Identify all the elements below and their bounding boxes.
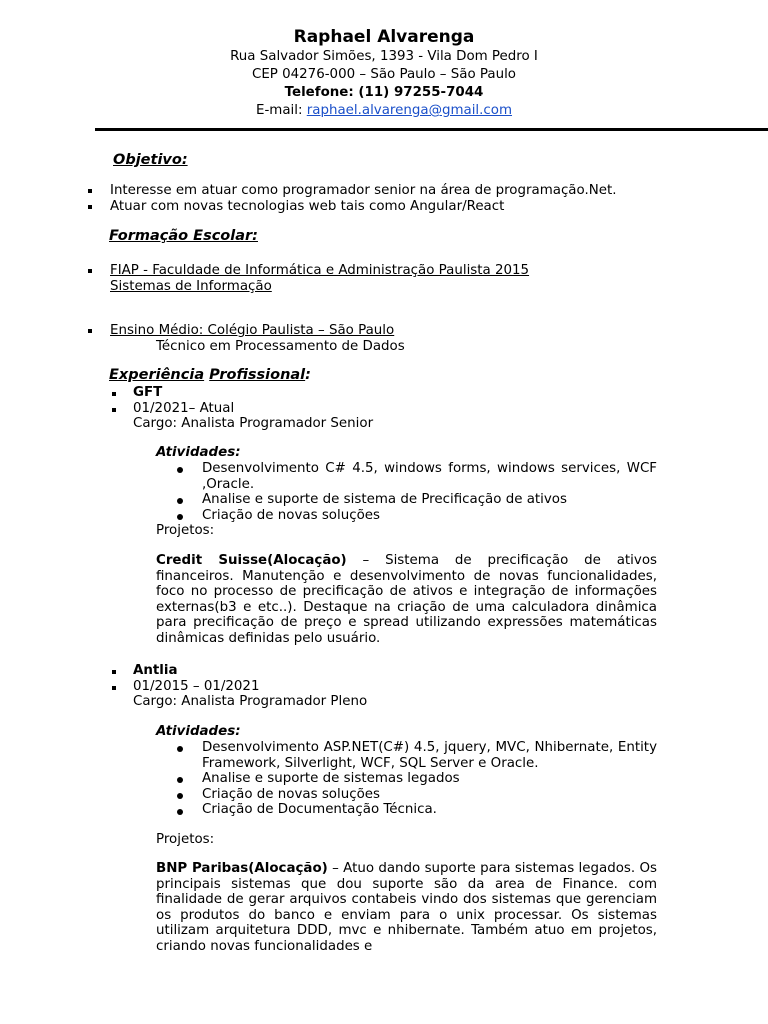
bullet-icon: [177, 809, 183, 815]
activity-item: Analise e suporte de sistema de Precificação de ativos: [202, 492, 567, 507]
activity-item: Criação de novas soluções: [202, 508, 380, 523]
bullet-icon: [88, 189, 92, 193]
bullet-icon: [112, 392, 116, 396]
bullet-icon: [177, 777, 183, 783]
job-company: Antlia: [133, 663, 178, 678]
section-title-experience: Experiência Profissional:: [109, 367, 311, 383]
bullet-icon: [88, 329, 92, 333]
bullet-icon: [88, 205, 92, 209]
objective-item: Interesse em atuar como programador senior na área de programação.Net.: [110, 183, 617, 198]
activity-item: Analise e suporte de sistemas legados: [202, 771, 460, 786]
section-title-education: Formação Escolar:: [109, 228, 258, 244]
project-description: [156, 861, 657, 954]
bullet-icon: [177, 793, 183, 799]
activity-item: Desenvolvimento C# 4.5, windows forms, windows services, WCF ,Oracle.: [202, 461, 657, 492]
education-institution: FIAP - Faculdade de Informática e Administração Paulista 2015: [110, 263, 530, 278]
candidate-name: Raphael Alvarenga: [293, 27, 475, 47]
job-period: 01/2021– Atual: [133, 401, 235, 416]
job-role: Cargo: Analista Programador Pleno: [133, 694, 368, 709]
job-company: GFT: [133, 385, 163, 400]
bullet-icon: [112, 408, 116, 412]
education-technical: Técnico em Processamento de Dados: [156, 339, 405, 354]
activities-title: Atividades:: [156, 724, 241, 739]
email-line: [0, 102, 768, 120]
education-course: Sistemas de Informação: [110, 279, 272, 294]
bullet-icon: [177, 514, 183, 520]
email-label: E-mail:: [255, 103, 307, 118]
bullet-icon: [112, 670, 116, 674]
activity-item: Desenvolvimento ASP.NET(C#) 4.5, jquery, MVC, Nhibernate, Entity Framework, Silverlight, WCF, SQL Server e Oracle.: [202, 740, 657, 771]
job-period: 01/2015 – 01/2021: [133, 679, 260, 694]
project-text: – Sistema de precificação de ativos financeiros. Manutenção e desenvolvimento de novas funcionalidades, foco no processo de precificação de ativos e integração de informações externas(b3 e etc..). Destaque na criação de uma calculadora dinâmica para precificação de preço e spread utilizando expressões matemáticas dinâmicas definidas pelo usuário.: [156, 553, 657, 646]
section-title-objective: Objetivo:: [113, 152, 188, 168]
bullet-icon: [177, 746, 183, 752]
projects-label: Projetos:: [156, 523, 215, 538]
project-description: [156, 553, 657, 646]
resume-header: [0, 26, 768, 120]
bullet-icon: [177, 498, 183, 504]
activity-item: Criação de Documentação Técnica.: [202, 802, 437, 817]
bullet-icon: [177, 467, 183, 473]
project-name: BNP Paribas(Alocação): [156, 861, 328, 876]
project-name: Credit Suisse(Alocação): [156, 553, 347, 568]
phone: Telefone: (11) 97255-7044: [284, 85, 484, 100]
objective-item: Atuar com novas tecnologias web tais como Angular/React: [110, 199, 505, 214]
projects-label: Projetos:: [156, 832, 215, 847]
email-link[interactable]: raphael.alvarenga@gmail.com: [306, 103, 513, 118]
bullet-icon: [88, 269, 92, 273]
project-text: – Atuo dando suporte para sistemas legados. Os principais sistemas que dou suporte são da area de Finance. com finalidade de gerar arquivos contabeis vindo dos sistemas que gerenciam os produtos do banco e enviam para o unix processar. Os sistemas utilizam arquitetura DDD, mvc e nhibernate. Também atuo em projetos, criando novas funcionalidades e: [156, 861, 657, 954]
activities-title: Atividades:: [156, 445, 241, 460]
header-divider: [95, 128, 768, 131]
cep: CEP 04276-000 – São Paulo – São Paulo: [251, 67, 516, 82]
job-role: Cargo: Analista Programador Senior: [133, 416, 374, 431]
bullet-icon: [112, 686, 116, 690]
education-school: Ensino Médio: Colégio Paulista – São Paulo: [110, 323, 395, 338]
activity-item: Criação de novas soluções: [202, 787, 380, 802]
address: Rua Salvador Simões, 1393 - Vila Dom Pedro I: [230, 49, 538, 64]
